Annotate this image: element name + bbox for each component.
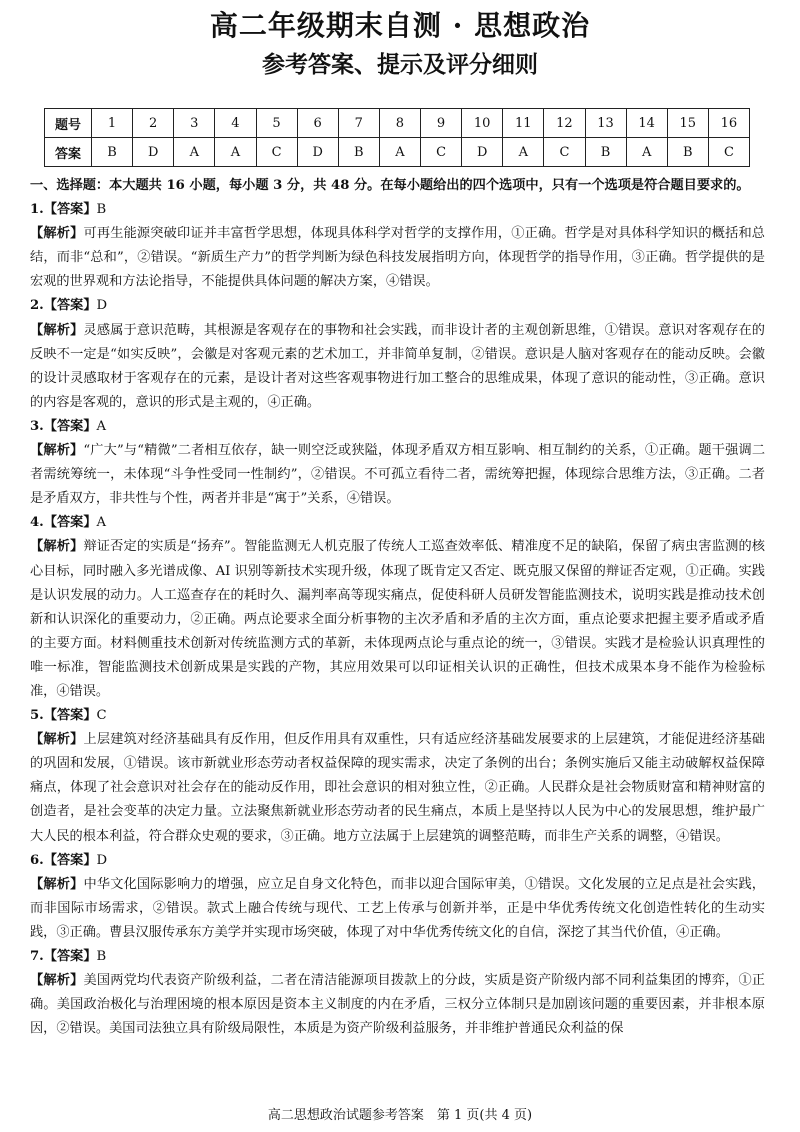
- answer-cell: B: [92, 138, 133, 167]
- answer-cell: C: [544, 138, 585, 167]
- answer-cell: C: [708, 138, 749, 167]
- question-answer-line: [30, 945, 765, 969]
- question-number: 2.: [30, 298, 44, 314]
- question-number-cell: 11: [503, 109, 544, 138]
- answer-tag: 【答案】: [43, 298, 97, 314]
- question-number-cell: 3: [174, 109, 215, 138]
- question-number: 7.: [30, 949, 44, 964]
- answer-row: [45, 138, 750, 167]
- question-number-cell: 2: [133, 109, 174, 138]
- analysis-tag: 【解析】: [30, 322, 84, 338]
- question-answer-line: [30, 415, 765, 439]
- answer-content: [30, 174, 765, 1041]
- analysis-paragraph: [30, 873, 765, 945]
- answer-cell: D: [297, 138, 338, 167]
- analysis-paragraph: [30, 969, 765, 1041]
- question-list: [30, 198, 765, 1041]
- page-footer: 高二思想政治试题参考答案 第 1 页(共 4 页): [267, 1108, 533, 1123]
- answer-cell: D: [462, 138, 503, 167]
- answer-value: A: [96, 515, 107, 531]
- question-number: 5.: [30, 708, 44, 724]
- answer-cell: B: [585, 138, 626, 167]
- answer-cell: C: [256, 138, 297, 167]
- answer-tag: 【答案】: [43, 949, 97, 964]
- answer-tag: 【答案】: [43, 852, 97, 868]
- question-number-cell: 5: [256, 109, 297, 138]
- question-number-cell: 16: [708, 109, 749, 138]
- question-number-cell: 7: [338, 109, 379, 138]
- analysis-tag: 【解析】: [30, 539, 84, 555]
- answer-value: C: [96, 708, 107, 724]
- question-number: 1.: [30, 202, 44, 218]
- analysis-text: 中华文化国际影响力的增强，应立足自身文化特色，而非以迎合国际审美，①错误。文化发展的立足点是社会实践，而非国际市场需求，②错误。款式上融合传统与现代、工艺上传承与创新并举，正是中华优秀传统文化创造性转化的生动实践，③正确。曹县汉服传承东方美学并实现市场突破，体现了对中华优秀传统文化的自信，深挖了其当代价值，④正确。: [30, 876, 765, 940]
- analysis-tag: 【解析】: [30, 732, 84, 748]
- answer-cell: D: [133, 138, 174, 167]
- analysis-paragraph: [30, 535, 765, 704]
- answer-tag: 【答案】: [43, 515, 97, 531]
- question-number: 6.: [30, 852, 44, 868]
- question-answer-line: [30, 294, 765, 318]
- answer-cell: A: [626, 138, 667, 167]
- analysis-text: 美国两党均代表资产阶级利益，二者在清洁能源项目拨款上的分歧，实质是资产阶级内部不同利益集团的博弈，①正确。美国政治极化与治理困境的根本原因是资本主义制度的内在矛盾，三权分立体制只是加剧该问题的重要因素，并非根本原因，②错误。美国司法独立具有阶级局限性，本质是为资产阶级利益服务，并非维护普通民众利益的保: [30, 973, 765, 1037]
- analysis-tag: 【解析】: [30, 973, 84, 989]
- section-title: 一、选择题：本大题共 16 小题，每小题 3 分，共 48 分。在每小题给出的四个选项中，只有一个选项是符合题目要求的。: [30, 178, 750, 193]
- answer-table: [44, 108, 750, 167]
- answer-tag: 【答案】: [43, 418, 97, 434]
- answer-tag: 【答案】: [43, 202, 97, 218]
- answer-value: A: [96, 418, 107, 434]
- answer-cell: B: [338, 138, 379, 167]
- answer-tag: 【答案】: [43, 708, 97, 724]
- analysis-text: 可再生能源突破印证并丰富哲学思想，体现具体科学对哲学的支撑作用，①正确。哲学是对具体科学知识的概括和总结，而非“总和”，②错误。“新质生产力”的哲学判断为绿色科技发展指明方向，体现哲学的指导作用，③正确。哲学提供的是宏观的世界观和方法论指导，不能提供具体问题的解决方案，④错误。: [30, 226, 765, 290]
- question-answer-line: [30, 704, 765, 728]
- question-number-cell: 13: [585, 109, 626, 138]
- question-number-cell: 8: [379, 109, 420, 138]
- question-number-cell: 12: [544, 109, 585, 138]
- page-subtitle: 参考答案、提示及评分细则: [262, 51, 538, 78]
- analysis-paragraph: [30, 439, 765, 511]
- question-answer-line: [30, 511, 765, 535]
- answer-cell: A: [503, 138, 544, 167]
- analysis-text: “广大”与“精微”二者相互依存，缺一则空泛或狭隘，体现矛盾双方相互影响、相互制约的关系，①正确。题干强调二者需统筹统一，未体现“斗争性受同一性制约”，②错误。不可孤立看待二者，需统筹把握，体现综合思维方法，③正确。二者是矛盾双方，非共性与个性，两者并非是“寓于”关系，④错误。: [30, 443, 766, 507]
- analysis-text: 辩证否定的实质是“扬弃”。智能监测无人机克服了传统人工巡查效率低、精准度不足的缺陷，保留了病虫害监测的核心目标，同时融入多光谱成像、AI 识别等新技术实现升级，体现了既肯定又否定、既克服又保留的辩证否定观，①正确。实践是认识发展的动力。人工巡查存在的耗时久、漏判率高等现实痛点，促使科研人员研发智能监测技术，说明实践是推动技术创新和认识深化的重要动力，②正确。两点论要求全面分析事物的主次矛盾和矛盾的主次方面，重点论要求把握主要矛盾或矛盾的主要方面。材料侧重技术创新对传统监测方式的革新，未体现两点论与重点论的统一，③错误。实践才是检验认识真理性的唯一标准，智能监测技术创新成果是实践的产物，其应用效果可以印证相关认识的正确性，但技术成果本身不能作为检验标准，④错误。: [30, 539, 765, 699]
- answer-cell: C: [421, 138, 462, 167]
- analysis-text: 上层建筑对经济基础具有反作用，但反作用具有双重性，只有适应经济基础发展要求的上层建筑，才能促进经济基础的巩固和发展，①错误。该市新就业形态劳动者权益保障的现实需求，决定了条例的出台；条例实施后又能主动破解权益保障痛点，体现了社会意识对社会存在的能动反作用，即社会意识的相对独立性，②正确。人民群众是社会物质财富和精神财富的创造者，是社会变革的决定力量。立法聚焦新就业形态劳动者的民生痛点，本质上是坚持以人民为中心的发展思想，维护最广大人民的根本利益，符合群众史观的要求，③正确。地方立法属于上层建筑的调整范畴，而非生产关系的调整，④错误。: [30, 732, 765, 844]
- question-number-cell: 9: [421, 109, 462, 138]
- answer-cell: A: [174, 138, 215, 167]
- analysis-paragraph: [30, 222, 765, 294]
- analysis-paragraph: [30, 728, 765, 848]
- question-number-cell: 10: [462, 109, 503, 138]
- page-title: 高二年级期末自测 · 思想政治: [209, 9, 591, 42]
- answer-cell: B: [667, 138, 708, 167]
- row-label-answer: 答案: [45, 138, 92, 167]
- row-label-number: 题号: [45, 109, 92, 138]
- analysis-paragraph: [30, 319, 765, 415]
- answer-cell: A: [379, 138, 420, 167]
- answer-value: D: [96, 298, 108, 314]
- analysis-tag: 【解析】: [30, 443, 84, 459]
- answer-cell: A: [215, 138, 256, 167]
- question-number-cell: 1: [92, 109, 133, 138]
- question-number: 4.: [30, 515, 44, 531]
- question-answer-line: [30, 849, 765, 873]
- question-number-cell: 14: [626, 109, 667, 138]
- answer-value: D: [96, 852, 108, 868]
- question-number-cell: 15: [667, 109, 708, 138]
- question-number-cell: 6: [297, 109, 338, 138]
- question-answer-line: [30, 198, 765, 222]
- question-number: 3.: [30, 418, 44, 434]
- analysis-tag: 【解析】: [30, 226, 84, 242]
- answer-value: B: [96, 202, 107, 218]
- question-number-cell: 4: [215, 109, 256, 138]
- question-number-row: [45, 109, 750, 138]
- analysis-text: 灵感属于意识范畴，其根源是客观存在的事物和社会实践，而非设计者的主观创新思维，①错误。意识对客观存在的反映不一定是“如实反映”，会徽是对客观元素的艺术加工，并非简单复制，②错误。意识是人脑对客观存在的能动反映。会徽的设计灵感取材于客观存在的元素，是设计者对这些客观事物进行加工整合的思维成果，体现了意识的能动性，③正确。意识的内容是客观的，意识的形式是主观的，④正确。: [30, 322, 765, 410]
- analysis-tag: 【解析】: [30, 876, 84, 892]
- answer-value: B: [96, 949, 107, 964]
